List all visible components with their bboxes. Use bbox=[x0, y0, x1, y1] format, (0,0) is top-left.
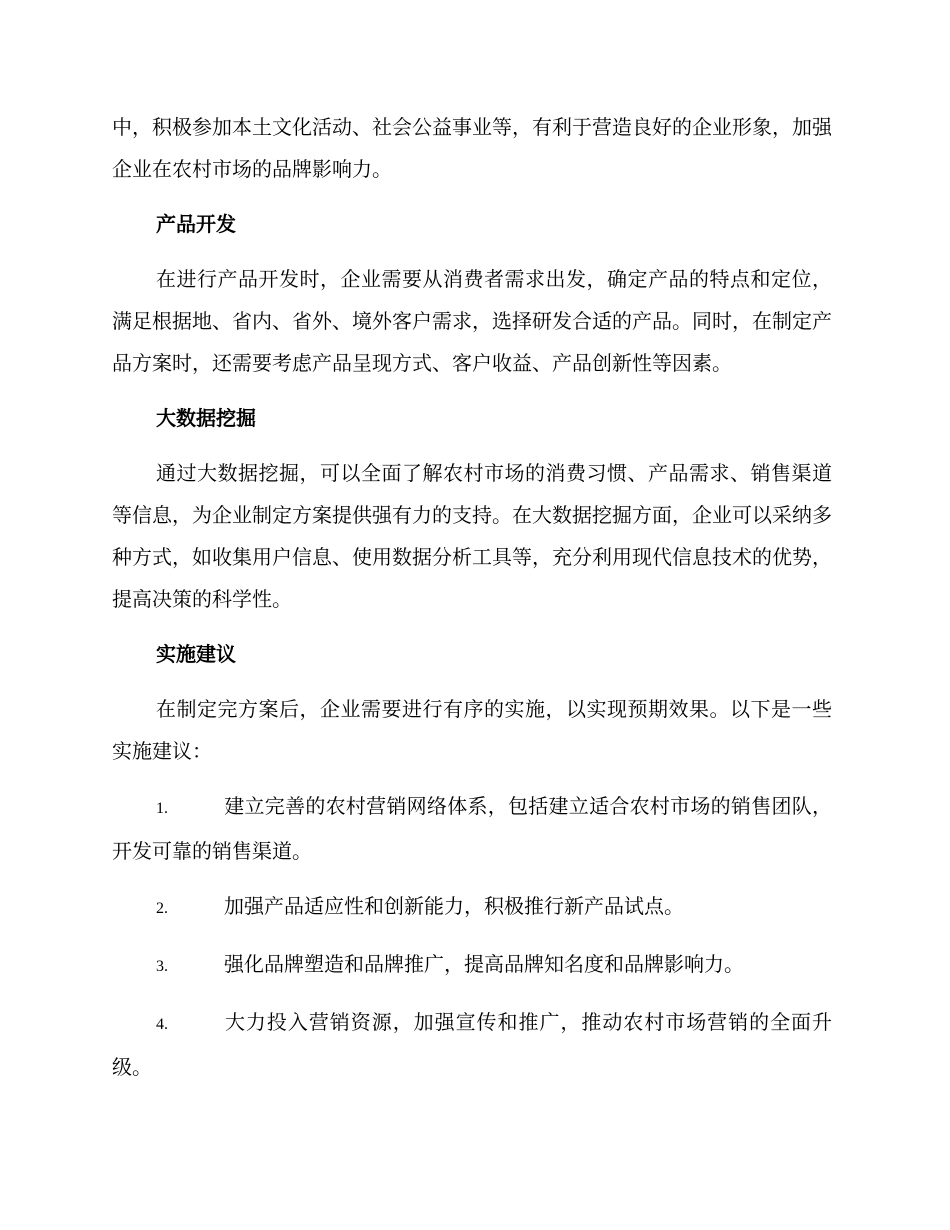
suggestion-item-2 bbox=[112, 885, 832, 930]
intro-paragraph: 中，积极参加本土文化活动、社会公益事业等，有利于营造良好的企业形象，加强企业在农村市场的品牌影响力。 bbox=[112, 115, 832, 181]
section-heading-big-data: 大数据挖掘 bbox=[156, 406, 256, 430]
list-text: 大力投入营销资源，加强宣传和推广，推动农村市场营销的全面升级。 bbox=[112, 1010, 832, 1079]
section-heading-product-development: 产品开发 bbox=[156, 212, 236, 236]
section-heading-implementation: 实施建议 bbox=[156, 642, 236, 666]
list-text: 强化品牌塑造和品牌推广，提高品牌知名度和品牌影响力。 bbox=[224, 952, 744, 976]
list-number: 3. bbox=[156, 958, 168, 975]
suggestion-item-4 bbox=[112, 1001, 832, 1088]
section-body-product-development: 在进行产品开发时，企业需要从消费者需求出发，确定产品的特点和定位，满足根据地、省内、省外、境外客户需求，选择研发合适的产品。同时，在制定产品方案时，还需要考虑产品呈现方式、客户收益、产品创新性等因素。 bbox=[112, 267, 832, 375]
list-number: 4. bbox=[156, 1016, 168, 1033]
section-body-big-data: 通过大数据挖掘，可以全面了解农村市场的消费习惯、产品需求、销售渠道等信息，为企业制定方案提供强有力的支持。在大数据挖掘方面，企业可以采纳多种方式，如收集用户信息、使用数据分析工具等，充分利用现代信息技术的优势，提高决策的科学性。 bbox=[112, 461, 832, 611]
suggestion-item-3 bbox=[112, 943, 832, 988]
list-text: 建立完善的农村营销网络体系，包括建立适合农村市场的销售团队，开发可靠的销售渠道。 bbox=[112, 794, 832, 863]
section-body-implementation: 在制定完方案后，企业需要进行有序的实施，以实现预期效果。以下是一些实施建议： bbox=[112, 697, 832, 763]
list-text: 加强产品适应性和创新能力，积极推行新产品试点。 bbox=[224, 894, 684, 918]
suggestion-item-1 bbox=[112, 785, 832, 872]
list-number: 2. bbox=[156, 900, 168, 917]
list-number: 1. bbox=[156, 800, 168, 817]
document-page bbox=[112, 106, 832, 1101]
